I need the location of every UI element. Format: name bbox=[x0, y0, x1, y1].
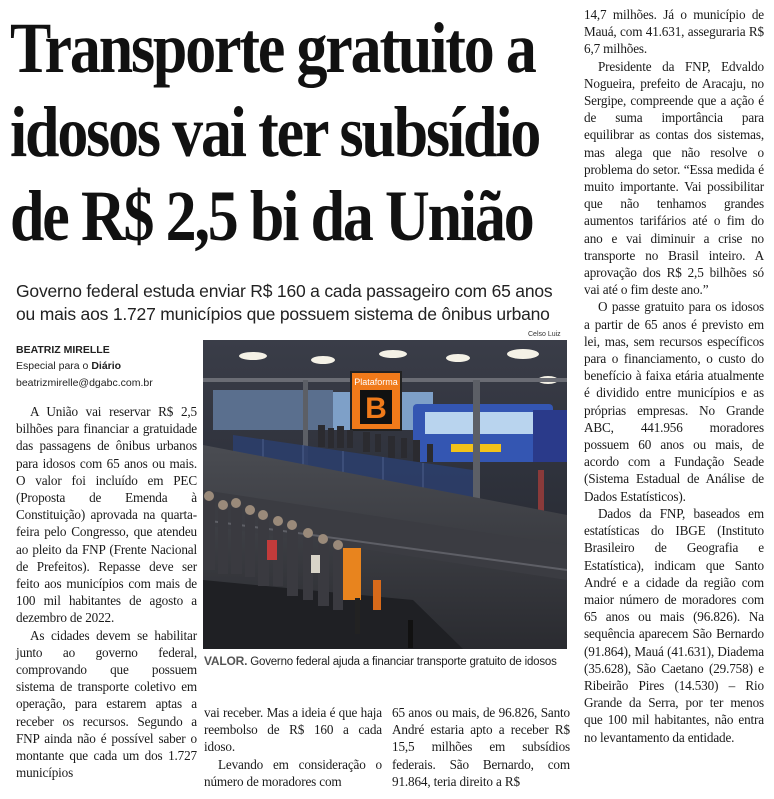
photo-caption bbox=[204, 654, 570, 670]
headline-line-3: de R$ 2,5 bi da União bbox=[10, 176, 533, 256]
paragraph: Dados da FNP, baseados em estatísticas do IBGE (Instituto Brasileiro de Geografia e Estatística), indicam que Santo André e a cidade da região com maior número de moradores com 65 anos ou mais (96.826). Na sequência aparecem São Bernardo (91.864), Mauá (41.631), Diadema (35.628), São Caetano (29.758) e Ribeirão Pires (14.530) – Rio Grande da Serra, por ter menos que 100 mil habitantes, não entra no levantamento da entidade. bbox=[584, 505, 764, 745]
headline-line-1: Transporte gratuito a bbox=[10, 8, 535, 88]
article-column-1 bbox=[16, 403, 197, 781]
byline-special-prefix: Especial para o bbox=[16, 360, 89, 372]
headline bbox=[10, 6, 540, 258]
headline-line-2: idosos vai ter subsídio bbox=[10, 92, 540, 172]
photo-credit: Celso Luiz bbox=[528, 331, 561, 338]
byline bbox=[16, 343, 196, 390]
byline-outlet: Diário bbox=[91, 360, 122, 372]
paragraph: O passe gratuito para os idosos a partir de 65 anos é previsto em lei, mas, sem recursos específicos para o financiamento, o custo do benefício à faixa etária atualmente é dividido entre municípios e as próprias empresas. No Grande ABC, 441.956 moradores possuem 60 anos ou mais, de acordo com a Fundação Seade (Sistema Estadual de Análise de Dados Estatísticos). bbox=[584, 299, 764, 504]
byline-author: BEATRIZ MIRELLE bbox=[16, 344, 110, 356]
article-column-3 bbox=[392, 704, 570, 790]
paragraph: Levando em consideração o número de moradores com bbox=[204, 756, 382, 789]
paragraph: As cidades devem se habilitar junto ao governo federal, comprovando que possuem sistema de transporte coletivo em operação, para estarem aptas a receber os recursos. Segundo a FNP ainda não é possível saber o montante que cada um dos 1.727 municípios bbox=[16, 627, 197, 781]
paragraph: vai receber. Mas a ideia é que haja reembolso de R$ 160 a cada idoso. bbox=[204, 705, 382, 755]
paragraph: 65 anos ou mais, de 96.826, Santo André estaria apto a receber R$ 15,5 milhões em subsídios federais. São Bernardo, com 91.864, teria direito a R$ bbox=[392, 705, 570, 789]
bus-terminal-photo bbox=[203, 340, 567, 649]
paragraph: 14,7 milhões. Já o município de Mauá, com 41.631, asseguraria R$ 6,7 milhões. bbox=[584, 7, 764, 57]
byline-special bbox=[16, 359, 196, 373]
paragraph: Presidente da FNP, Edvaldo Nogueira, prefeito de Aracaju, no Sergipe, compreende que a ação é de suma importância para equilibrar as contas dos sistemas, mas alega que não resolve o problema do setor. “Essa medida é muito importante. Vai possibilitar que não tenhamos grandes aumentos tarifários até o fim do ano e vai diminuir a crise no transporte no Brasil inteiro. A aprovação dos R$ 2,5 bilhões só vai até o fim deste ano.” bbox=[584, 58, 764, 298]
subheadline: Governo federal estuda enviar R$ 160 a cada passageiro com 65 anos ou mais aos 1.727 municípios que possuem sistema de ônibus urbano bbox=[16, 281, 553, 324]
sign-letter: B bbox=[365, 392, 387, 425]
caption-text: Governo federal ajuda a financiar transporte gratuito de idosos bbox=[250, 656, 557, 668]
byline-email[interactable]: beatrizmirelle@dgabc.com.br bbox=[16, 377, 153, 389]
caption-tag: VALOR. bbox=[204, 654, 248, 668]
paragraph: A União vai reservar R$ 2,5 bilhões para financiar a gratuidade das passagens de ônibus urbanos para idosos com 65 anos ou mais. O valor foi incluído em PEC (Proposta de Emenda à Constituição) aprovada na quarta-feira pelo Congresso, que atendeu ao pleito da FNP (Frente Nacional de Prefeitos). Repasse deve ser feito aos municípios com mais de 100 mil habitantes de agosto a dezembro de 2022. bbox=[16, 404, 197, 626]
article-column-2 bbox=[204, 704, 382, 790]
article-column-4 bbox=[584, 6, 764, 746]
sign-label: Plataforma bbox=[354, 377, 398, 387]
